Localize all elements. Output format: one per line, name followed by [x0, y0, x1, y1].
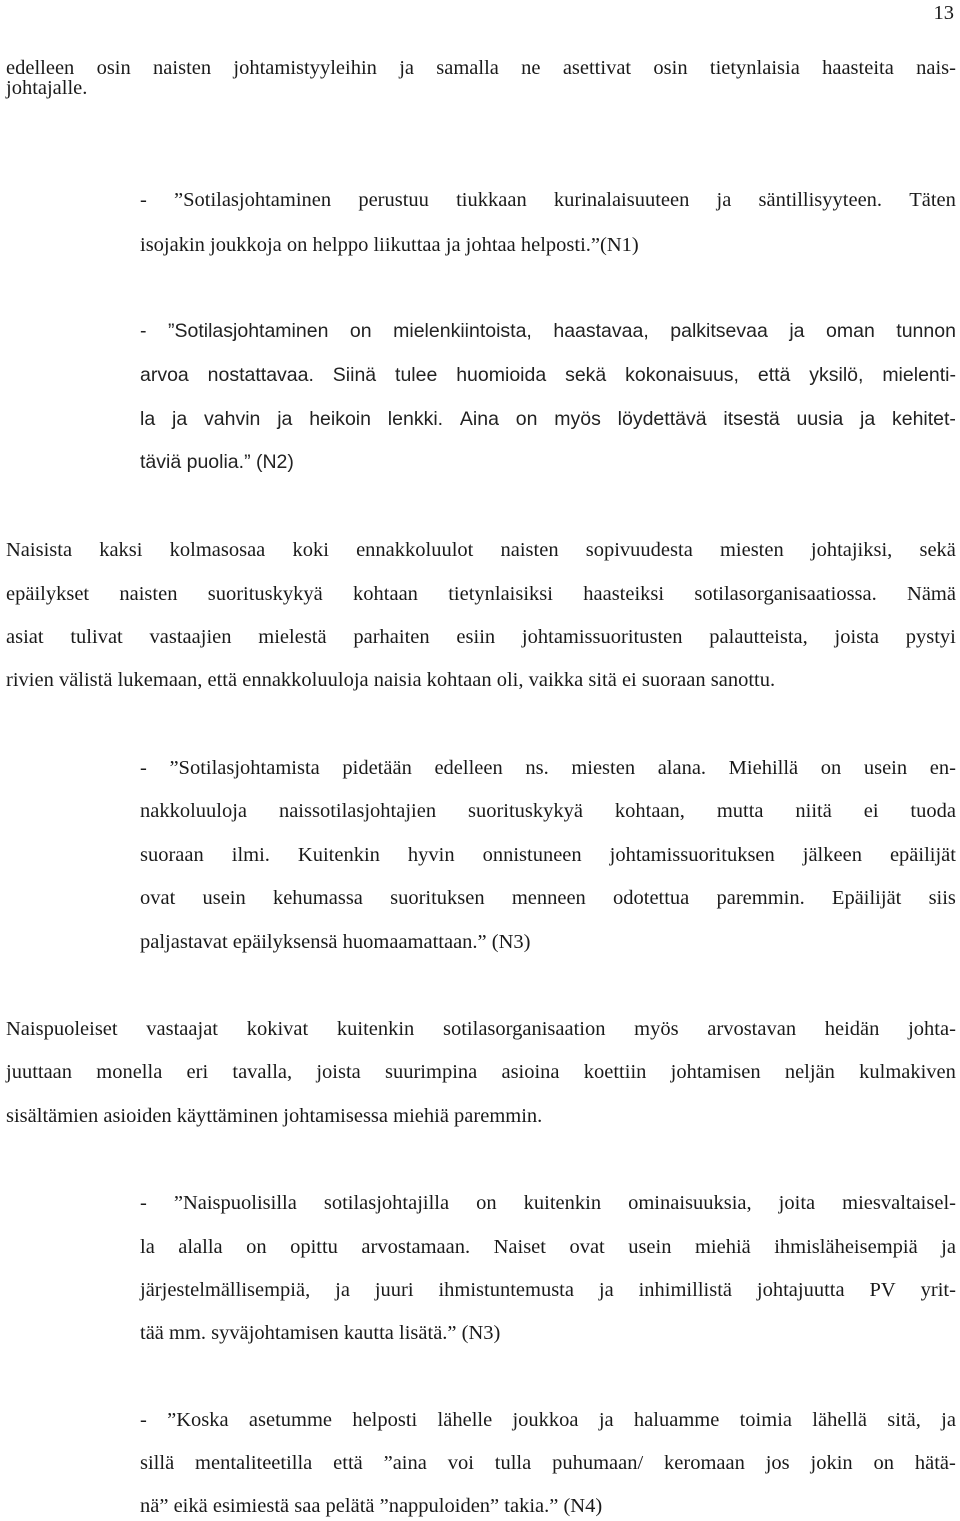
text-line-q5-l3: nä” eikä esimiestä saa pelätä ”nappuloiden” takia.” (N4) [140, 1495, 603, 1517]
text-line-q5-l1: - ”Koska asetumme helposti lähelle joukkoa ja haluamme toimia lähellä sitä, ja [140, 1409, 956, 1431]
text-line-q4-l3: järjestelmällisempiä, ja juuri ihmistuntemusta ja inhimillistä johtajuutta PV yrit- [140, 1279, 956, 1301]
text-line-p1-l2: johtajalle. [6, 77, 88, 99]
text-line-q4-l2: la alalla on opittu arvostamaan. Naiset ovat usein miehiä ihmisläheisempiä ja [140, 1236, 956, 1258]
text-line-q3-l2: nakkoluuloja naissotilasjohtajien suorituskykyä kohtaan, mutta niitä ei tuoda [140, 800, 956, 822]
text-line-p1-l1: edelleen osin naisten johtamistyyleihin ja samalla ne asettivat osin tietynlaisia haasteita nais- [6, 57, 956, 79]
text-line-q2-l3: la ja vahvin ja heikoin lenkki. Aina on myös löydettävä itsestä uusia ja kehitet- [140, 408, 956, 430]
text-line-q2-l2: arvoa nostattavaa. Siinä tulee huomioida sekä kokonaisuus, että yksilö, mielenti- [140, 364, 956, 386]
text-line-q3-l5: paljastavat epäilyksensä huomaamattaan.” (N3) [140, 931, 531, 953]
text-line-q2-l4: täviä puolia.” (N2) [140, 451, 294, 473]
text-line-p2-l4: rivien välistä lukemaan, että ennakkoluuloja naisia kohtaan oli, vaikka sitä ei suoraan sanottu. [6, 669, 776, 691]
text-line-p3-l2: juuttaan monella eri tavalla, joista suurimpina asioina koettiin johtamisen neljän kulmakiven [6, 1061, 956, 1083]
text-line-p2-l3: asiat tulivat vastaajien mielestä parhaiten esiin johtamissuoritusten palautteista, joista pystyi [6, 626, 956, 648]
text-line-q3-l1: - ”Sotilasjohtamista pidetään edelleen ns. miesten alana. Miehillä on usein en- [140, 757, 956, 779]
text-line-q5-l2: sillä mentaliteetilla että ”aina voi tulla puhumaan/ keromaan jos jokin on hätä- [140, 1452, 956, 1474]
text-line-p2-l2: epäilykset naisten suorituskykyä kohtaan tietynlaisiksi haasteiksi sotilasorganisaatiossa. Nämä [6, 583, 956, 605]
text-line-q4-l1: - ”Naispuolisilla sotilasjohtajilla on kuitenkin ominaisuuksia, joita miesvaltaisel- [140, 1192, 956, 1214]
page-number: 13 [933, 2, 954, 24]
text-line-q4-l4: tää mm. syväjohtamisen kautta lisätä.” (N3) [140, 1322, 501, 1344]
text-line-p2-l1: Naisista kaksi kolmasosaa koki ennakkoluulot naisten sopivuudesta miesten johtajiksi, sekä [6, 539, 956, 561]
text-line-q1-l1: - ”Sotilasjohtaminen perustuu tiukkaan kurinalaisuuteen ja säntillisyyteen. Täten [140, 189, 956, 211]
text-line-q3-l3: suoraan ilmi. Kuitenkin hyvin onnistuneen johtamissuorituksen jälkeen epäilijät [140, 844, 956, 866]
text-line-q3-l4: ovat usein kehumassa suorituksen menneen odotettua paremmin. Epäilijät siis [140, 887, 956, 909]
text-line-q2-l1: - ”Sotilasjohtaminen on mielenkiintoista, haastavaa, palkitsevaa ja oman tunnon [140, 320, 956, 342]
text-line-p3-l1: Naispuoleiset vastaajat kokivat kuitenkin sotilasorganisaation myös arvostavan heidän johta- [6, 1018, 956, 1040]
text-line-p3-l3: sisältämien asioiden käyttäminen johtamisessa miehiä paremmin. [6, 1105, 543, 1127]
text-line-q1-l2: isojakin joukkoja on helppo liikuttaa ja johtaa helposti.”(N1) [140, 234, 639, 256]
